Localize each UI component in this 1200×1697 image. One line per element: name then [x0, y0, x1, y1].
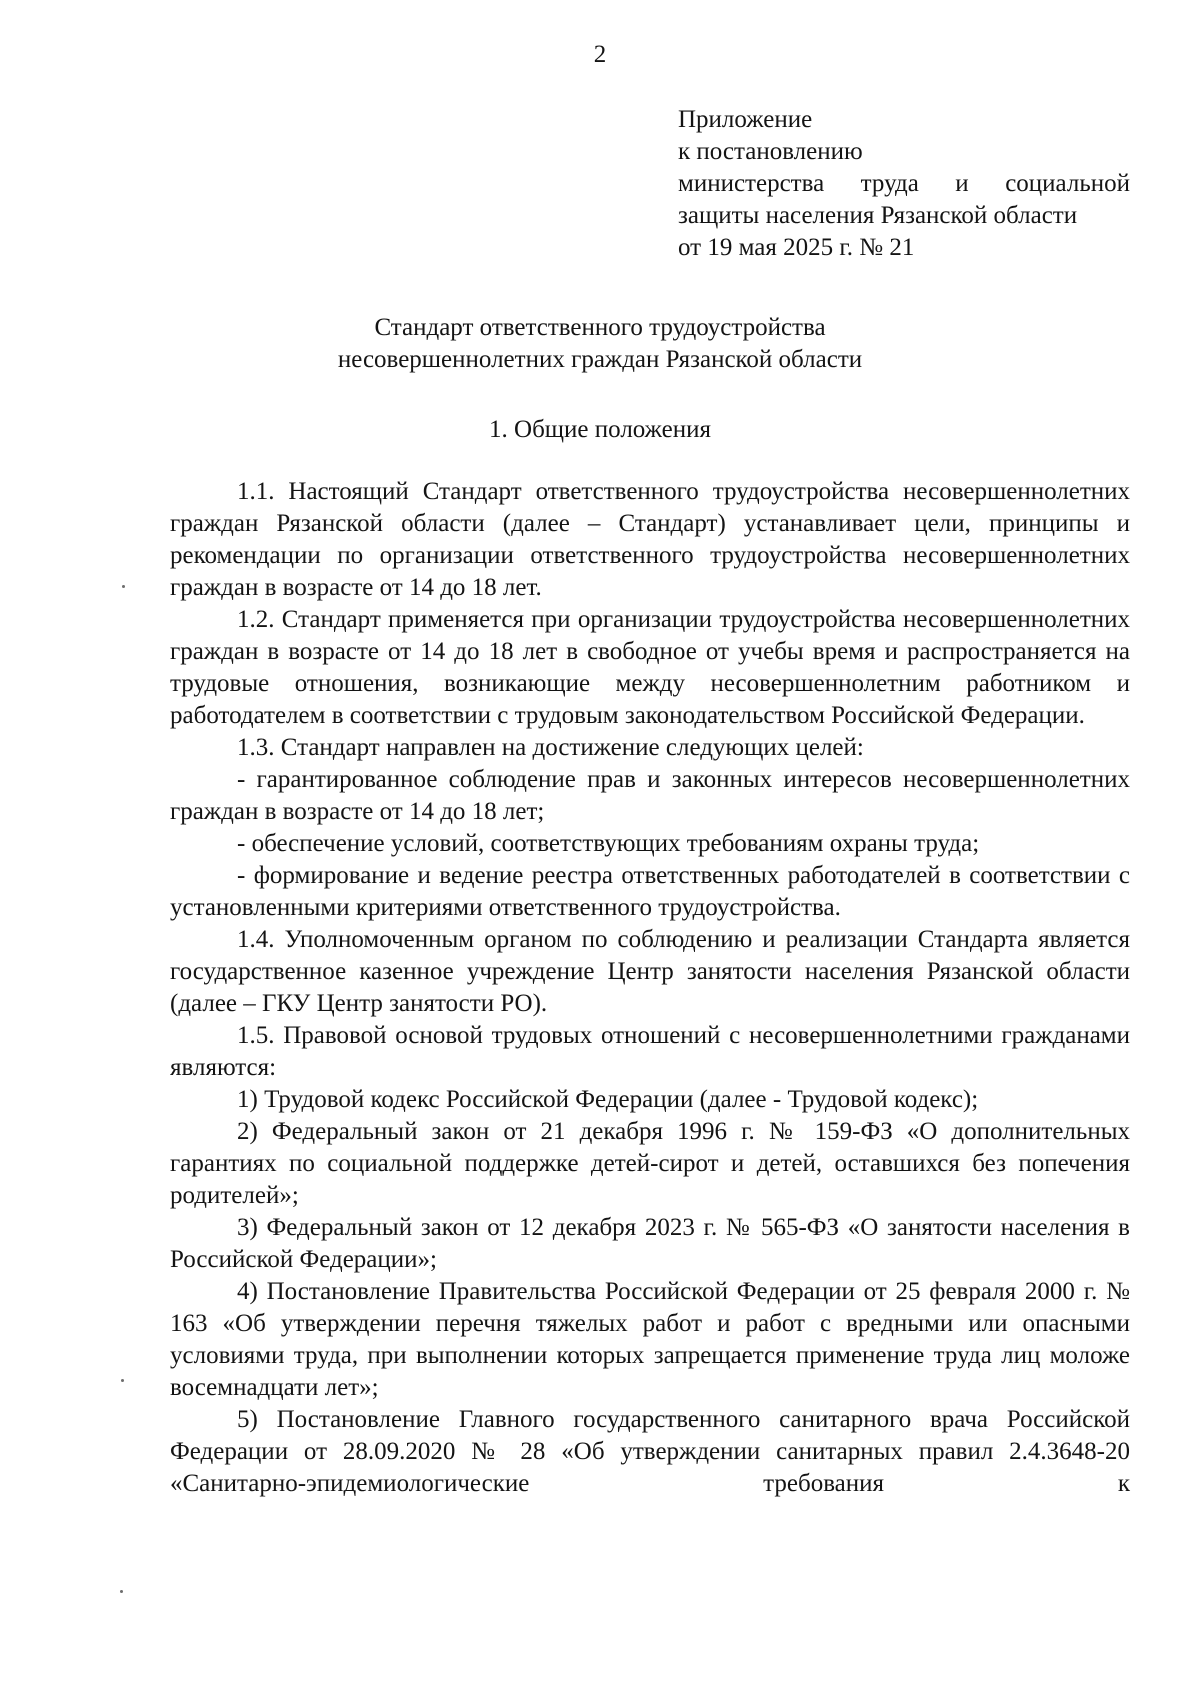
appendix-line: к постановлению — [678, 138, 863, 165]
appendix-line: от 19 мая 2025 г. № 21 — [678, 234, 915, 261]
appendix-line: Приложение — [678, 106, 813, 133]
legal-basis-item: 1) Трудовой кодекс Российской Федерации (далее - Трудовой кодекс); — [237, 1086, 979, 1113]
section-heading: 1. Общие положения — [489, 416, 711, 443]
legal-basis-item: 5) Постановление Главного государственного санитарного врача Российской Федерации от 28.09.2020 № 28 «Об утверждении санитарных правил 2.4.3648-20 «Санитарно-эпидемиологические требования к — [170, 1406, 1130, 1497]
scan-speck — [120, 1590, 123, 1593]
goal-item: - гарантированное соблюдение прав и законных интересов несовершеннолетних граждан в возрасте от 14 до 18 лет; — [170, 766, 1130, 825]
goal-item: - обеспечение условий, соответствующих требованиям охраны труда; — [237, 830, 980, 857]
scan-speck — [122, 585, 125, 588]
paragraph-1-1: 1.1. Настоящий Стандарт ответственного трудоустройства несовершеннолетних граждан Рязанской области (далее – Стандарт) устанавливает цели, принципы и рекомендации по организации ответственного трудоустройства несовершеннолетних граждан в возрасте от 14 до 18 лет. — [170, 478, 1130, 601]
document-title — [0, 312, 1200, 376]
legal-basis-item: 4) Постановление Правительства Российской Федерации от 25 февраля 2000 г. № 163 «Об утверждении перечня тяжелых работ и работ с вредными или опасными условиями труда, при выполнении которых запрещается применение труда лиц моложе восемнадцати лет»; — [170, 1278, 1130, 1401]
document-title-line: Стандарт ответственного трудоустройства — [374, 314, 826, 341]
legal-basis-item: 3) Федеральный закон от 12 декабря 2023 г. № 565-ФЗ «О занятости населения в Российской Федерации»; — [170, 1214, 1130, 1273]
appendix-line: защиты населения Рязанской области — [678, 202, 1078, 229]
document-title-line: несовершеннолетних граждан Рязанской области — [337, 346, 863, 373]
legal-basis-item: 2) Федеральный закон от 21 декабря 1996 г. № 159-ФЗ «О дополнительных гарантиях по социальной поддержке детей-сирот и детей, оставшихся без попечения родителей»; — [170, 1118, 1130, 1209]
scan-speck — [121, 1379, 124, 1382]
appendix-header — [678, 104, 1130, 264]
paragraph-1-4: 1.4. Уполномоченным органом по соблюдению и реализации Стандарта является государственное казенное учреждение Центр занятости населения Рязанской области (далее – ГКУ Центр занятости РО). — [170, 926, 1130, 1017]
page-number: 2 — [593, 41, 607, 68]
paragraph-1-3: 1.3. Стандарт направлен на достижение следующих целей: — [237, 734, 864, 761]
document-body — [170, 476, 1130, 1500]
paragraph-1-5: 1.5. Правовой основой трудовых отношений с несовершеннолетними гражданами являются: — [170, 1022, 1130, 1081]
paragraph-1-2: 1.2. Стандарт применяется при организации трудоустройства несовершеннолетних граждан в возрасте от 14 до 18 лет в свободное от учебы время и распространяется на трудовые отношения, возникающие между несовершеннолетним работником и работодателем в соответствии с трудовым законодательством Российской Федерации. — [170, 606, 1130, 729]
appendix-line: министерства труда и социальной — [678, 170, 1130, 197]
goal-item: - формирование и ведение реестра ответственных работодателей в соответствии с установленными критериями ответственного трудоустройства. — [170, 862, 1130, 921]
